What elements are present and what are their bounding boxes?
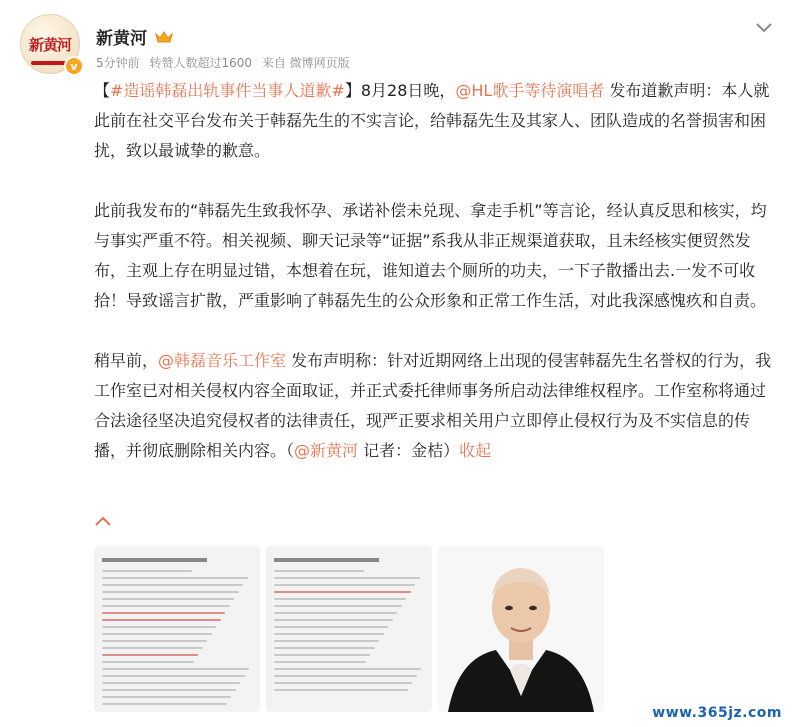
doc-title-bar [102, 558, 207, 562]
doc-text-line [274, 619, 393, 621]
doc-text-line [102, 682, 240, 684]
doc-text-line [274, 682, 412, 684]
image-thumbnail-apology-statement[interactable] [94, 546, 260, 712]
doc-text-line [102, 654, 198, 656]
doc-text-line [102, 633, 212, 635]
avatar-logo-text: 新黄河 [28, 35, 71, 54]
doc-text-line [274, 612, 397, 614]
doc-text-line [274, 647, 375, 649]
doc-text-line [274, 668, 421, 670]
doc-text-line [102, 689, 236, 691]
post-paragraph-1 [94, 76, 772, 166]
post-text: 】8月28日晚， [344, 81, 456, 100]
crown-icon [155, 30, 173, 44]
name-row [96, 24, 173, 49]
doc-text-line [274, 633, 384, 635]
post-images [94, 546, 604, 712]
post-link[interactable]: #造谣韩磊出轨事件当事人道歉# [110, 81, 345, 100]
avatar[interactable] [20, 14, 82, 76]
doc-text-line [102, 591, 239, 593]
post-text: 发布道歉声明：本人就此前在社交平台发布关于韩磊先生的不实言论，给韩磊先生及其家人、团队造成的名誉损害和困扰，致以最诚挚的歉意。 [94, 81, 770, 160]
post-paragraph-2: 此前我发布的“韩磊先生致我怀孕、承诺补偿未兑现、拿走手机”等言论，经认真反思和核实，均与事实严重不符。相关视频、聊天记录等“证据”系我从非正规渠道获取，且未经核实便贸然发布，主观上存在明显过错，本想着在玩，谁知道去个厕所的功夫，一下子散播出去.一发不可收拾！导致谣言扩散，严重影响了韩磊先生的公众形象和正常工作生活，对此我深感愧疚和自责。 [94, 201, 767, 310]
verified-badge-icon: v [64, 56, 84, 76]
image-thumbnail-portrait[interactable] [438, 546, 604, 712]
doc-text-line [102, 577, 248, 579]
doc-text-line [102, 570, 192, 572]
doc-title-bar [274, 558, 379, 562]
doc-text-line [274, 584, 415, 586]
chevron-up-icon[interactable] [94, 514, 112, 528]
doc-text-line [274, 598, 406, 600]
more-options-button[interactable] [752, 16, 776, 40]
image-thumbnail-studio-statement[interactable] [266, 546, 432, 712]
post-link[interactable]: 收起 [459, 441, 492, 460]
doc-text-line [102, 703, 227, 705]
doc-text-line [102, 626, 216, 628]
doc-text-line [102, 640, 207, 642]
post-link[interactable]: @韩磊音乐工作室 [158, 351, 287, 370]
doc-text-line [274, 570, 364, 572]
watermark: www.365jz.com [652, 705, 782, 721]
doc-text-line [102, 647, 203, 649]
doc-text-line [102, 605, 230, 607]
doc-text-line [102, 619, 221, 621]
post-source[interactable]: 来自 微博网页版 [261, 56, 350, 70]
chevron-down-icon [756, 23, 772, 33]
doc-text-line [274, 626, 388, 628]
portrait-image [438, 546, 604, 712]
post-text: 稍早前， [94, 351, 159, 370]
post-meta [96, 54, 356, 71]
post-header [20, 14, 780, 74]
post-text: 【 [94, 81, 111, 100]
doc-text-line [274, 640, 379, 642]
doc-text-line [102, 612, 225, 614]
post-link[interactable]: @HL歌手等待演唱者 [455, 81, 605, 100]
doc-text-line [274, 577, 420, 579]
doc-text-line [102, 661, 194, 663]
doc-text-line [102, 668, 249, 670]
doc-text-line [274, 605, 402, 607]
post-paragraph-3 [94, 346, 772, 466]
doc-text-line [102, 598, 234, 600]
doc-text-line [274, 661, 366, 663]
repost-count: 转赞人数超过1600 [149, 56, 253, 70]
doc-text-line [102, 584, 243, 586]
doc-text-line [102, 696, 231, 698]
doc-text-line [274, 689, 408, 691]
account-name[interactable]: 新黄河 [96, 29, 147, 49]
post-link[interactable]: @新黄河 [294, 441, 359, 460]
post-body [94, 76, 772, 466]
post-time[interactable]: 5分钟前 [96, 56, 140, 70]
doc-text-line [274, 591, 411, 593]
doc-text-line [102, 675, 245, 677]
post-text: 记者：金桔） [358, 441, 460, 460]
post-text: 发布声明称：针对近期网络上出现的侵害韩磊先生名誉权的行为，我工作室已对相关侵权内容全面取证，并正式委托律师事务所启动法律维权程序。工作室称将通过合法途径坚决追究侵权者的法律责任，现严正要求相关用户立即停止侵权行为及不实信息的传播，并彻底删除相关内容。（ [94, 351, 772, 460]
doc-text-line [274, 675, 417, 677]
doc-text-line [274, 654, 370, 656]
